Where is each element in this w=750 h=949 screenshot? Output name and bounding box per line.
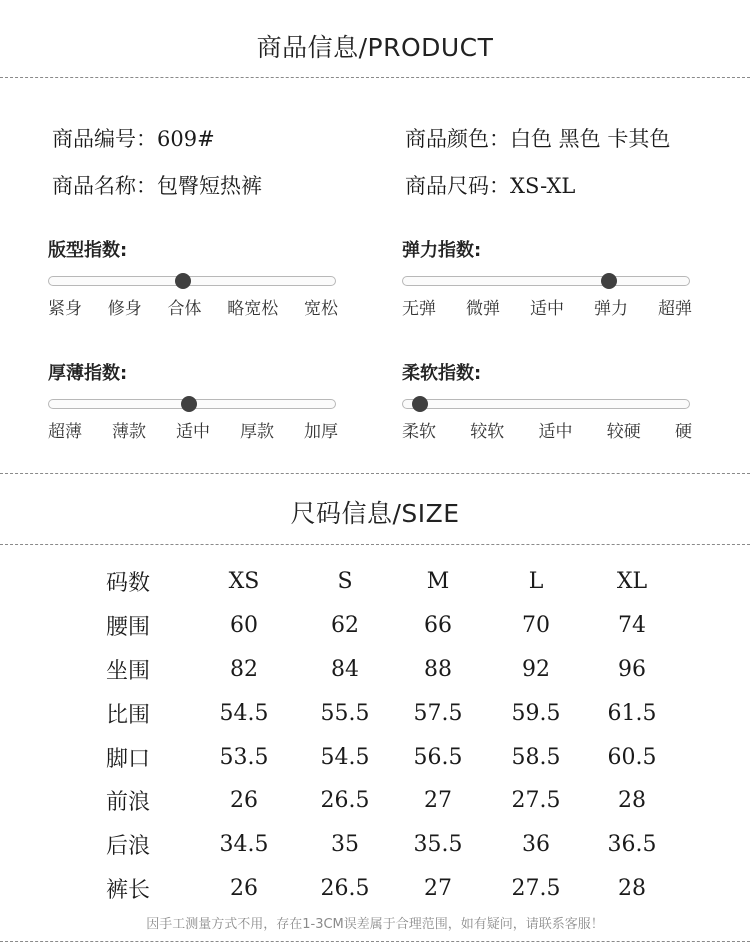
index-track <box>48 399 336 409</box>
index-label: 弹力指数: <box>402 240 482 261</box>
table-cell: 27 <box>424 788 452 814</box>
index-label: 柔软指数: <box>402 363 482 384</box>
table-cell: 35 <box>331 832 359 858</box>
size-section-title: 尺码信息/SIZE <box>290 499 460 528</box>
index-tick: 较软 <box>470 422 505 442</box>
index-tick: 超薄 <box>48 422 82 442</box>
table-cell: 96 <box>618 656 646 682</box>
divider <box>0 473 750 474</box>
table-cell: 27.5 <box>511 788 561 814</box>
row-label: 坐围 <box>106 658 151 684</box>
table-cell: 60.5 <box>607 744 657 770</box>
table-cell: 62 <box>331 613 359 639</box>
index-tick: 柔软 <box>402 422 436 442</box>
product-name: 商品名称：包臀短热裤 <box>52 174 262 198</box>
index-label: 厚薄指数: <box>48 363 128 384</box>
table-cell: 27.5 <box>511 875 561 901</box>
table-cell: 26.5 <box>320 875 370 901</box>
index-tick: 合体 <box>167 299 202 319</box>
table-cell: 34.5 <box>219 832 269 858</box>
table-cell: L <box>528 569 544 595</box>
table-cell: 28 <box>618 788 646 814</box>
table-cell: 70 <box>522 613 550 639</box>
table-row <box>92 691 678 735</box>
index-tick: 略宽松 <box>227 299 279 319</box>
index-knob <box>412 396 428 412</box>
table-cell: 84 <box>331 656 359 682</box>
table-cell: 26 <box>230 788 258 814</box>
index-tick: 适中 <box>176 422 210 442</box>
index-tick: 修身 <box>107 299 142 319</box>
table-cell: 36 <box>522 832 550 858</box>
table-row <box>92 604 678 648</box>
index-knob <box>175 273 191 289</box>
table-cell: 61.5 <box>607 700 657 726</box>
index-track <box>402 399 690 409</box>
row-label: 脚口 <box>106 746 151 772</box>
table-cell: S <box>337 569 353 595</box>
index-knob <box>181 396 197 412</box>
divider <box>0 544 750 545</box>
table-cell: 74 <box>618 613 646 639</box>
index-tick: 紧身 <box>48 299 82 319</box>
elasticity-index <box>402 236 692 319</box>
table-cell: 36.5 <box>607 832 657 858</box>
table-cell: XL <box>616 569 648 595</box>
index-tick: 适中 <box>530 299 564 319</box>
divider <box>0 77 750 78</box>
index-knob <box>601 273 617 289</box>
measurement-note: 因手工测量方式不用，存在1-3CM误差属于合理范围，如有疑问，请联系客服！ <box>146 917 604 932</box>
table-cell: 82 <box>230 656 258 682</box>
fit-index <box>48 236 338 319</box>
table-cell: 88 <box>424 656 452 682</box>
table-cell: 54.5 <box>320 744 370 770</box>
index-tick: 微弹 <box>466 299 500 319</box>
thickness-index <box>48 359 338 442</box>
table-cell: 55.5 <box>320 700 370 726</box>
row-label: 比围 <box>106 702 151 728</box>
table-row <box>92 735 678 779</box>
table-row <box>92 648 678 692</box>
table-cell: 54.5 <box>219 700 269 726</box>
table-cell: 53.5 <box>219 744 269 770</box>
table-cell: 56.5 <box>413 744 463 770</box>
table-cell: M <box>426 569 450 595</box>
table-cell: 92 <box>522 656 550 682</box>
table-cell: 60 <box>230 613 258 639</box>
index-tick: 较硬 <box>606 422 641 442</box>
row-label: 腰围 <box>106 615 151 641</box>
product-section-title: 商品信息/PRODUCT <box>256 33 494 62</box>
size-table <box>92 560 678 910</box>
index-tick: 硬 <box>675 422 692 442</box>
row-label: 裤长 <box>106 877 151 903</box>
index-tick: 适中 <box>538 422 573 442</box>
index-tick: 弹力 <box>594 299 628 319</box>
table-cell: 57.5 <box>413 700 463 726</box>
product-sizes: 商品尺码：XS-XL <box>405 174 576 198</box>
item-number: 商品编号：609# <box>52 127 215 151</box>
table-cell: 58.5 <box>511 744 561 770</box>
row-label: 码数 <box>106 571 151 597</box>
index-label: 版型指数: <box>48 240 128 261</box>
product-colors: 商品颜色：白色 黑色 卡其色 <box>405 127 671 151</box>
index-tick: 薄款 <box>112 422 146 442</box>
divider <box>0 941 750 942</box>
table-row <box>92 867 678 911</box>
table-cell: 26 <box>230 875 258 901</box>
softness-index <box>402 359 692 442</box>
table-cell: XS <box>228 569 260 595</box>
row-label: 后浪 <box>106 834 151 860</box>
index-tick: 宽松 <box>304 299 338 319</box>
table-row <box>92 823 678 867</box>
index-track <box>402 276 690 286</box>
index-track <box>48 276 336 286</box>
table-cell: 27 <box>424 875 452 901</box>
table-cell: 35.5 <box>413 832 463 858</box>
table-cell: 28 <box>618 875 646 901</box>
table-cell: 66 <box>424 613 452 639</box>
table-cell: 26.5 <box>320 788 370 814</box>
table-header-row <box>92 560 678 604</box>
index-tick: 厚款 <box>240 422 274 442</box>
row-label: 前浪 <box>106 790 151 816</box>
table-cell: 59.5 <box>511 700 561 726</box>
table-row <box>92 779 678 823</box>
index-tick: 超弹 <box>658 299 692 319</box>
index-tick: 无弹 <box>402 299 436 319</box>
index-tick: 加厚 <box>304 422 338 442</box>
